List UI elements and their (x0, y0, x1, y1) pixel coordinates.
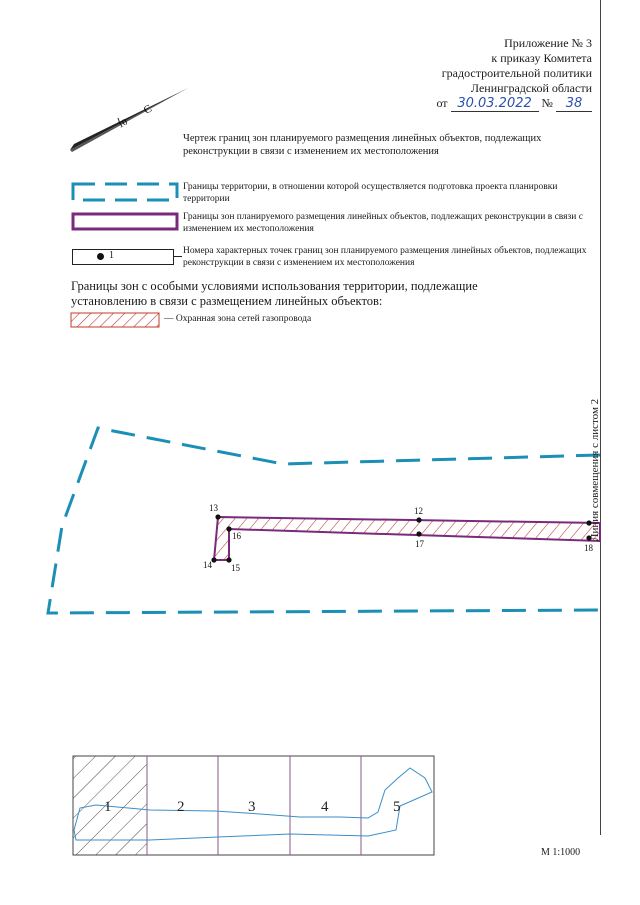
date-prefix: от (436, 96, 448, 110)
compass-letter: С (141, 102, 154, 117)
legend-point-label: 1 (109, 250, 114, 261)
sheet-index-map (73, 756, 434, 855)
point-14 (211, 557, 216, 562)
compass-angle: 10 (116, 116, 129, 130)
point-12 (416, 517, 421, 522)
point-label-15: 15 (231, 563, 240, 573)
sheet-label-1: 1 (104, 799, 112, 815)
header-line-3: градостроительной политики (441, 66, 592, 80)
map-scale: М 1:1000 (541, 847, 581, 858)
point-16 (226, 526, 231, 531)
special-zones-title: Границы зон с особыми условиями использования территории, подлежащие установлению в связи с размещением линейных объектов: (71, 279, 478, 308)
point-label-14: 14 (203, 560, 212, 570)
point-label-17: 17 (415, 539, 424, 549)
header-line-2: к приказу Комитета (491, 51, 592, 65)
sheet-join-caption: Линия совмещения с листом 2 (589, 398, 601, 541)
legend-points-text: Номера характерных точек границ зон планируемого размещения линейных объектов, подлежащих реконструкции в связи с изменением их местоположения (183, 246, 587, 268)
sheet-label-3: 3 (248, 799, 256, 815)
order-date: 30.03.2022 (451, 96, 539, 112)
sheet-label-5: 5 (393, 799, 401, 815)
point-17 (416, 531, 421, 536)
sheet-label-2: 2 (177, 799, 185, 815)
legend-gas-zone-text: — Охранная зона сетей газопровода (164, 314, 312, 324)
legend-zones-text: Границы зон планируемого размещения линейных объектов, подлежащих реконструкции в связи с изменением их местоположения (183, 212, 583, 234)
header-line-4: Ленинградской области (470, 81, 592, 95)
order-number: 38 (556, 96, 592, 112)
legend-territory-text: Границы территории, в отношении которой осуществляется подготовка проекта планировки территории (183, 182, 558, 204)
point-15 (226, 557, 231, 562)
point-label-18: 18 (584, 543, 593, 553)
point-13 (215, 514, 220, 519)
point-label-12: 12 (414, 506, 423, 516)
sheet-label-4: 4 (321, 799, 329, 815)
drawing-title: Чертеж границ зон планируемого размещения линейных объектов, подлежащих реконструкции в связи с изменением их местоположения (183, 133, 542, 157)
header-line-1: Приложение № 3 (504, 36, 592, 50)
point-label-13: 13 (209, 503, 218, 513)
number-prefix: № (541, 96, 553, 110)
point-label-16: 16 (232, 531, 241, 541)
